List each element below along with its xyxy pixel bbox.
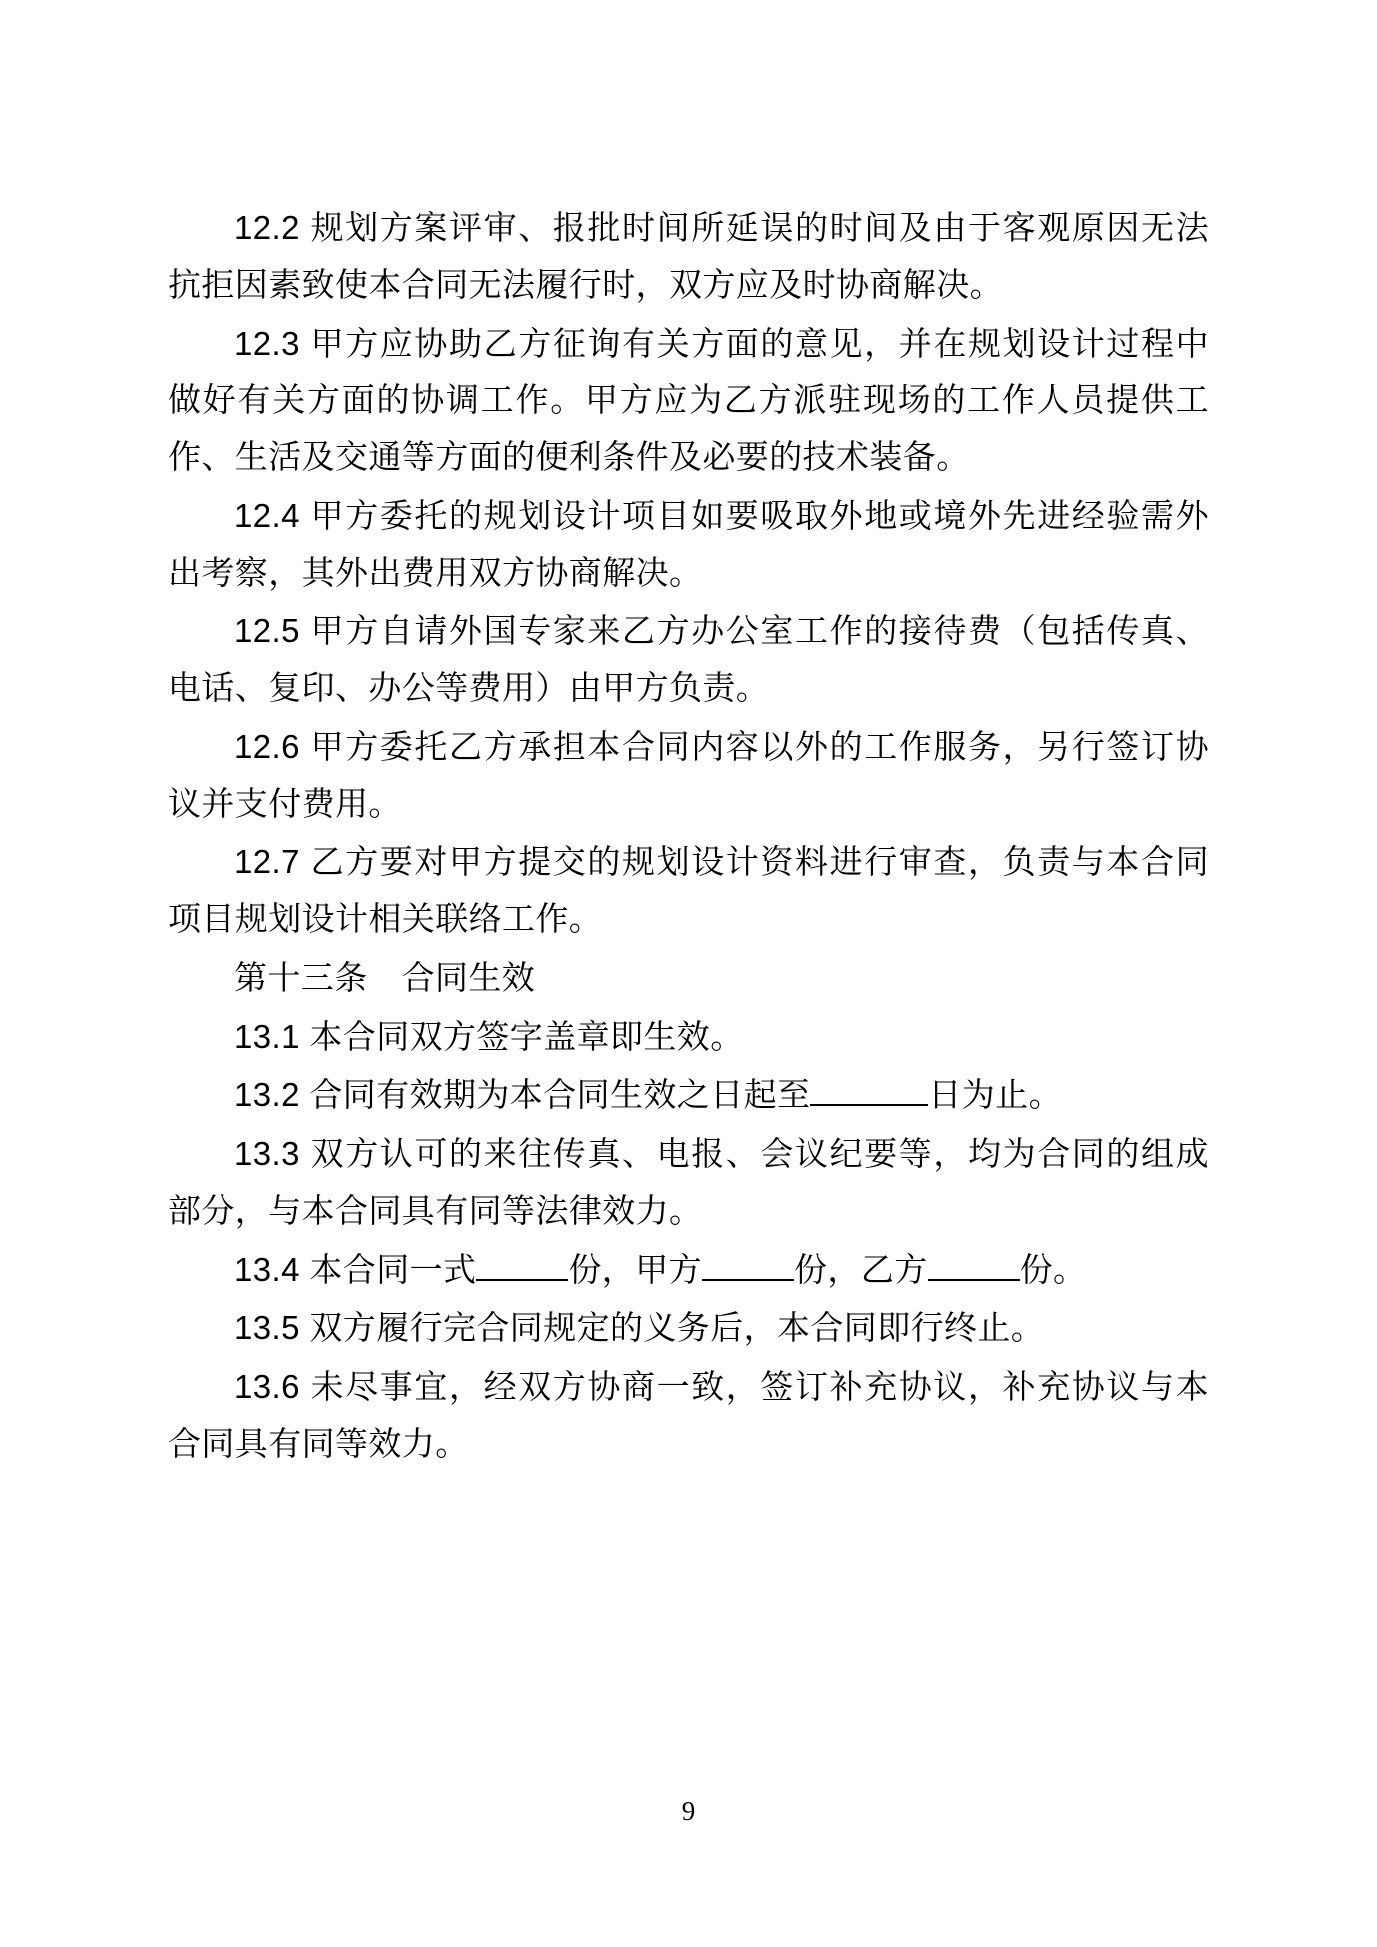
clause-13-2-prefix: 13.2 合同有效期为本合同生效之日起至 xyxy=(234,1076,811,1114)
fill-in-blank-copies-total[interactable] xyxy=(476,1279,568,1281)
paragraph-13-2 xyxy=(168,1067,1209,1124)
paragraph-12-7: 12.7 乙方要对甲方提交的规划设计资料进行审查，负责与本合同项目规划设计相关联络工作。 xyxy=(168,843,1209,937)
paragraph-12-2: 12.2 规划方案评审、报批时间所延误的时间及由于客观原因无法抗拒因素致使本合同无法履行时，双方应及时协商解决。 xyxy=(168,209,1209,303)
paragraph-13-4 xyxy=(168,1242,1209,1299)
section-heading-label: 第十三条 xyxy=(234,958,368,996)
section-heading-13 xyxy=(168,950,1209,1007)
paragraph-12-4: 12.4 甲方委托的规划设计项目如要吸取外地或境外先进经验需外出考察，其外出费用双方协商解决。 xyxy=(168,496,1209,591)
paragraph-13-3: 13.3 双方认可的来往传真、电报、会议纪要等，均为合同的组成部分，与本合同具有同等法律效力。 xyxy=(168,1135,1209,1229)
clause-13-2-suffix: 日为止。 xyxy=(928,1076,1063,1114)
fill-in-blank-date[interactable] xyxy=(810,1104,928,1106)
document-body xyxy=(168,200,1209,1473)
clause-13-4-part1: 13.4 本合同一式 xyxy=(234,1250,477,1288)
clause-13-4-part2: 份，甲方 xyxy=(568,1250,703,1288)
paragraph-12-6: 12.6 甲方委托乙方承担本合同内容以外的工作服务，另行签订协议并支付费用。 xyxy=(168,727,1209,822)
page-number: 9 xyxy=(681,1796,696,1826)
paragraph-12-3: 12.3 甲方应协助乙方征询有关方面的意见，并在规划设计过程中做好有关方面的协调工作。甲方应为乙方派驻现场的工作人员提供工作、生活及交通等方面的便利条件及必要的技术装备。 xyxy=(168,324,1209,475)
clause-13-4-part4: 份。 xyxy=(1019,1250,1087,1288)
paragraph-13-6: 13.6 未尽事宜，经双方协商一致，签订补充协议，补充协议与本合同具有同等效力。 xyxy=(168,1368,1209,1462)
paragraph-13-1: 13.1 本合同双方签字盖章即生效。 xyxy=(234,1017,744,1055)
section-heading-title: 合同生效 xyxy=(401,958,536,996)
fill-in-blank-copies-party-a[interactable] xyxy=(702,1279,794,1281)
paragraph-13-5: 13.5 双方履行完合同规定的义务后，本合同即行终止。 xyxy=(234,1309,1045,1347)
fill-in-blank-copies-party-b[interactable] xyxy=(928,1279,1020,1281)
paragraph-12-5: 12.5 甲方自请外国专家来乙方办公室工作的接待费（包括传真、电话、复印、办公等费用）由甲方负责。 xyxy=(168,612,1209,706)
clause-13-4-part3: 份，乙方 xyxy=(794,1250,928,1288)
